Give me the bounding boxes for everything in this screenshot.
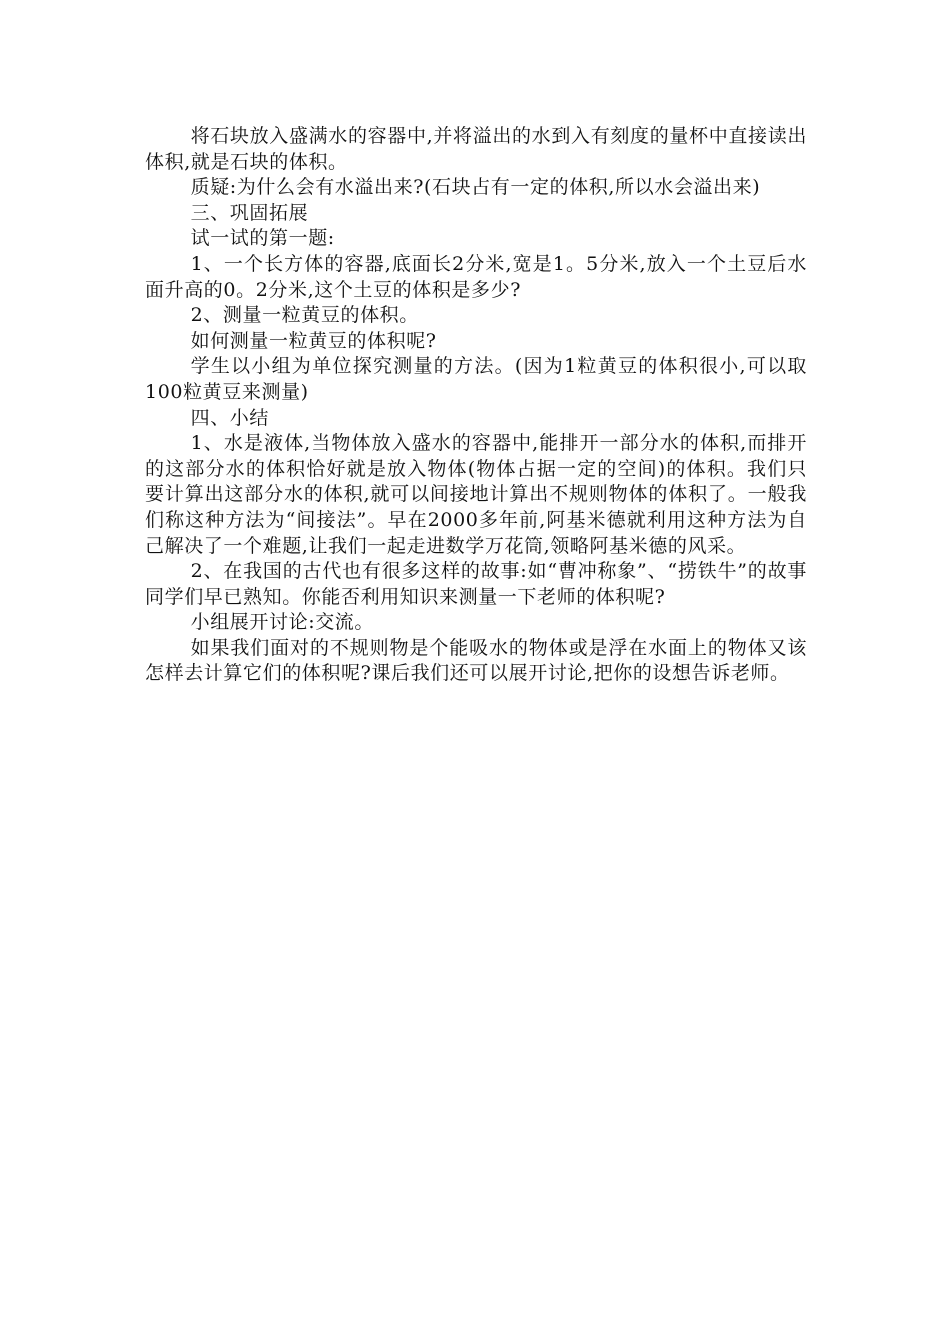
paragraph-potato-problem: 1、一个长方体的容器,底面长2分米,宽是1。5分米,放入一个土豆后水面升高的0。2分米,这个土豆的体积是多少? [145, 252, 807, 301]
section-heading-consolidate: 三、巩固拓展 [190, 201, 309, 224]
paragraph-how-measure: 如何测量一粒黄豆的体积呢? [190, 329, 437, 352]
paragraph-soybean-measure: 2、测量一粒黄豆的体积。 [190, 304, 419, 327]
paragraph-try-first: 试一试的第一题: [190, 227, 335, 250]
paragraph-stone-volume: 将石块放入盛满水的容器中,并将溢出的水到入有刻度的量杯中直接读出体积,就是石块的体积。 [145, 125, 807, 173]
paragraph-group-explore: 学生以小组为单位探究测量的方法。(因为1粒黄豆的体积很小,可以取100粒黄豆来测量) [145, 355, 807, 403]
paragraph-question-overflow: 质疑:为什么会有水溢出来?(石块占有一定的体积,所以水会溢出来) [190, 176, 761, 199]
paragraph-summary-liquid: 1、水是液体,当物体放入盛水的容器中,能排开一部分水的体积,而排开的这部分水的体积恰好就是放入物体(物体占据一定的空间)的体积。我们只要计算出这部分水的体积,就可以间接地计算出不规则物体的体积了。一般我们称这种方法为“间接法”。早在2000多年前,阿基米德就利用这种方法为自己解决了一个难题,让我们一起走进数学万花筒,领略阿基米德的风采。 [145, 432, 807, 557]
document-body [145, 124, 807, 687]
paragraph-group-discussion: 小组展开讨论:交流。 [190, 611, 374, 634]
paragraph-closing-question: 如果我们面对的不规则物是个能吸水的物体或是浮在水面上的物体又该怎样去计算它们的体积呢?课后我们还可以展开讨论,把你的设想告诉老师。 [145, 636, 807, 685]
section-heading-summary: 四、小结 [190, 406, 269, 429]
paragraph-summary-story: 2、在我国的古代也有很多这样的故事:如“曹冲称象”、“捞铁牛”的故事同学们早已熟知。你能否利用知识来测量一下老师的体积呢? [145, 560, 807, 608]
